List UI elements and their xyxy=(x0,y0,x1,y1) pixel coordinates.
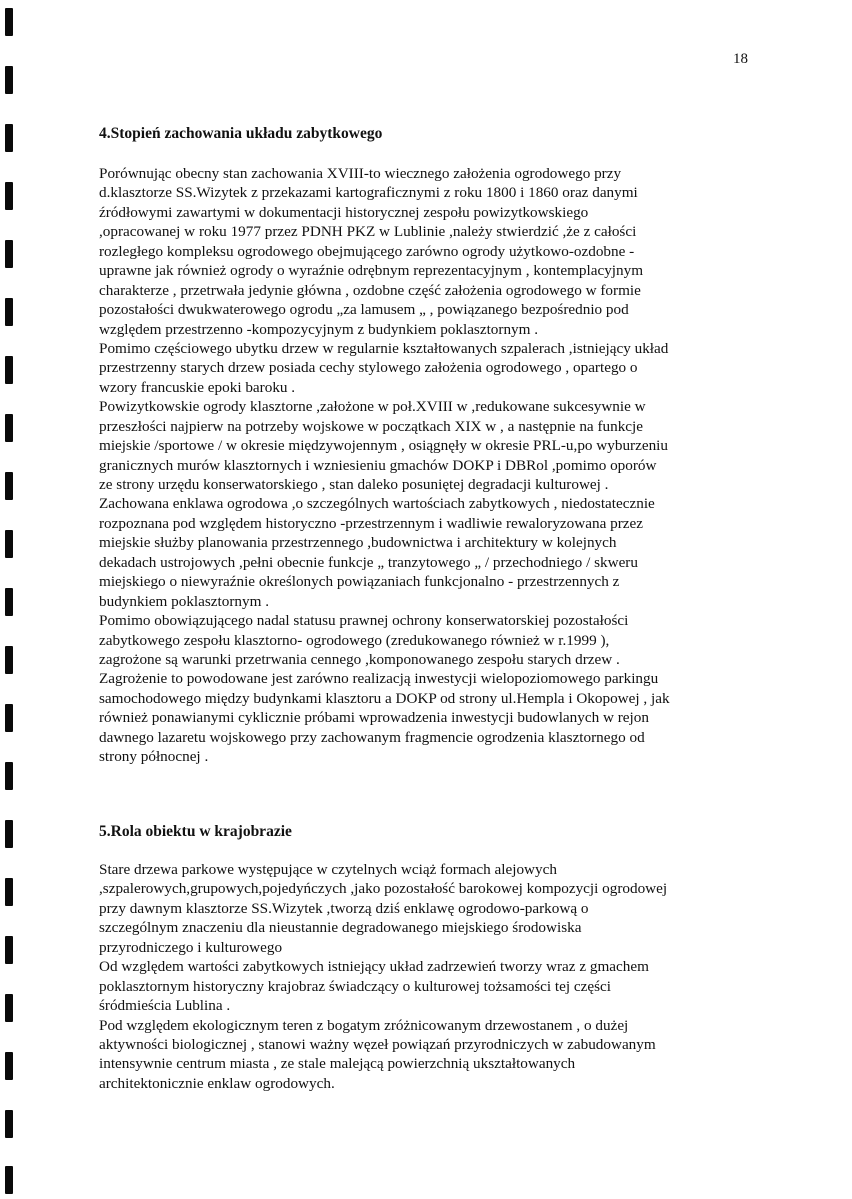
binding-hole xyxy=(5,1052,13,1080)
binding-hole xyxy=(5,472,13,500)
binding-hole xyxy=(5,704,13,732)
text-line: aktywności biologicznej , stanowi ważny węzeł powiązań przyrodniczych w zabudowanym xyxy=(99,1035,656,1053)
section-heading-4: 4.Stopień zachowania układu zabytkowego xyxy=(99,125,383,142)
text-line: ,szpalerowych,grupowych,pojedyńczych ,jako pozostałość barokowej kompozycji ogrodowej xyxy=(99,880,668,898)
binding-hole xyxy=(5,1166,13,1194)
text-line: również ponawianymi cyklicznie próbami wprowadzenia inwestycji budowlanych w rejon xyxy=(99,709,649,727)
binding-hole xyxy=(5,182,13,210)
binding-hole xyxy=(5,8,13,36)
text-line: poklasztornym historyczny krajobraz świadczący o kulturowej tożsamości tej części xyxy=(99,977,611,995)
text-line: ze strony urzędu konserwatorskiego , stan daleko posuniętej degradacji kulturowej . xyxy=(99,476,609,493)
text-line: Pomimo obowiązującego nadal statusu prawnej ochrony konserwatorskiej pozostałości xyxy=(99,612,629,630)
text-line: miejskiego o niewyraźnie określonych powiązaniach funkcjonalno - przestrzennych z xyxy=(99,573,620,591)
text-line: Zachowana enklawa ogrodowa ,o szczególnych wartościach zabytkowych , niedostatecznie xyxy=(99,495,655,513)
text-line: przeszłości najpierw na potrzeby wojskowe w początkach XIX w , a następnie na funkcje xyxy=(99,417,644,435)
text-line: samochodowego między budynkami klasztoru a DOKP od strony ul.Hempla i Okopowej , jak xyxy=(99,689,670,707)
text-line: szczególnym znaczeniu dla nieustannie degradowanego miejskiego środowiska xyxy=(99,919,582,937)
text-line: Stare drzewa parkowe występujące w czytelnych wciąż formach alejowych xyxy=(99,861,557,878)
text-line: architektonicznie enklaw ogrodowych. xyxy=(99,1074,335,1092)
binding-hole xyxy=(5,124,13,152)
text-line: miejskie /sportowe / w okresie międzywojennym , osiągnęły w okresie PRL-u,po wyburzeniu xyxy=(99,437,668,455)
text-line: intensywnie centrum miasta , ze stale malejącą powierzchnią ukształtowanych xyxy=(99,1055,576,1073)
text-line: Od względem wartości zabytkowych istniejący układ zadrzewień tworzy wraz z gmachem xyxy=(99,958,649,976)
text-line: zagrożone są warunki przetrwania cennego ,komponowanego zespołu starych drzew . xyxy=(99,650,620,668)
binding-hole xyxy=(5,1110,13,1138)
text-line: strony północnej . xyxy=(99,748,209,766)
text-line: Zagrożenie to powodowane jest zarówno realizacją inwestycji wielopoziomowego parkingu xyxy=(99,670,659,688)
section-5-body xyxy=(99,860,739,1093)
binding-hole xyxy=(5,762,13,790)
binding-hole xyxy=(5,298,13,326)
text-line: Porównując obecny stan zachowania XVIII-to wiecznego założenia ogrodowego przy xyxy=(99,165,622,182)
section-4-body xyxy=(99,164,739,767)
binding-hole xyxy=(5,240,13,268)
binding-hole xyxy=(5,356,13,384)
binding-hole xyxy=(5,66,13,94)
section-heading-5: 5.Rola obiektu w krajobrazie xyxy=(99,823,292,840)
binding-holes xyxy=(0,0,30,1199)
text-line: budynkiem poklasztornym . xyxy=(99,592,269,610)
text-line: przyrodniczego i kulturowego xyxy=(99,938,283,956)
text-line: miejskie służby planowania przestrzennego ,budownictwa i architektury w kolejnych xyxy=(99,534,617,552)
text-line: Pod względem ekologicznym teren z bogatym zróżnicowanym drzewostanem , o dużej xyxy=(99,1016,629,1034)
binding-hole xyxy=(5,820,13,848)
text-line: śródmieścia Lublina . xyxy=(99,997,231,1015)
binding-hole xyxy=(5,936,13,964)
text-line: rozległego kompleksu ogrodowego obejmującego zarówno ogrody użytkowo-ozdobne - xyxy=(99,242,635,260)
text-line: źródłowymi zawartymi w dokumentacji historycznej zespołu powizytkowskiego xyxy=(99,203,589,221)
text-line: Pomimo częściowego ubytku drzew w regularnie kształtowanych szpalerach ,istniejący układ xyxy=(99,339,669,357)
text-line: pozostałości dwukwaterowego ogrodu „za lamusem „ , powiązanego bezpośrednio pod xyxy=(99,301,629,319)
binding-hole xyxy=(5,530,13,558)
text-line: wzory francuskie epoki baroku . xyxy=(99,378,296,396)
text-line: uprawne jak również ogrody o wyraźnie odrębnym reprezentacyjnym , kontemplacyjnym xyxy=(99,262,644,280)
page-number: 18 xyxy=(733,51,748,67)
text-line: charakterze , przetrwała jedynie główna , ozdobne część założenia ogrodowego w formie xyxy=(99,281,641,299)
text-line: przy dawnym klasztorze SS.Wizytek ,tworzą dziś enklawę ogrodowo-parkową o xyxy=(99,899,589,917)
binding-hole xyxy=(5,414,13,442)
text-line: zabytkowego zespołu klasztorno- ogrodowego (zredukowanego również w r.1999 ), xyxy=(99,631,610,649)
text-line: Powizytkowskie ogrody klasztorne ,założone w poł.XVIII w ,redukowane sukcesywnie w xyxy=(99,398,646,416)
binding-hole xyxy=(5,646,13,674)
text-line: przestrzenny starych drzew posiada cechy stylowego założenia ogrodowego , opartego o xyxy=(99,359,638,377)
text-line: dekadach ustrojowych ,pełni obecnie funkcje „ tranzytowego „ / przechodniego / skweru xyxy=(99,553,638,571)
text-line: d.klasztorze SS.Wizytek z przekazami kartograficznymi z roku 1800 i 1860 oraz danymi xyxy=(99,184,638,202)
binding-hole xyxy=(5,588,13,616)
text-line: ,opracowanej w roku 1977 przez PDNH PKZ w Lublinie ,należy stwierdzić ,że z całości xyxy=(99,223,637,241)
text-line: względem przestrzenno -kompozycyjnym z budynkiem poklasztornym . xyxy=(99,320,539,338)
binding-hole xyxy=(5,994,13,1022)
binding-hole xyxy=(5,878,13,906)
text-line: rozpoznana pod względem historyczno -przestrzennym i wadliwie rewaloryzowana przez xyxy=(99,514,643,532)
text-line: granicznych murów klasztornych i wzniesieniu gmachów DOKP i DBRol ,pomimo oporów xyxy=(99,456,657,474)
text-line: dawnego lazaretu wojskowego przy zachowanym fragmencie ogrodzenia klasztornego od xyxy=(99,728,645,746)
